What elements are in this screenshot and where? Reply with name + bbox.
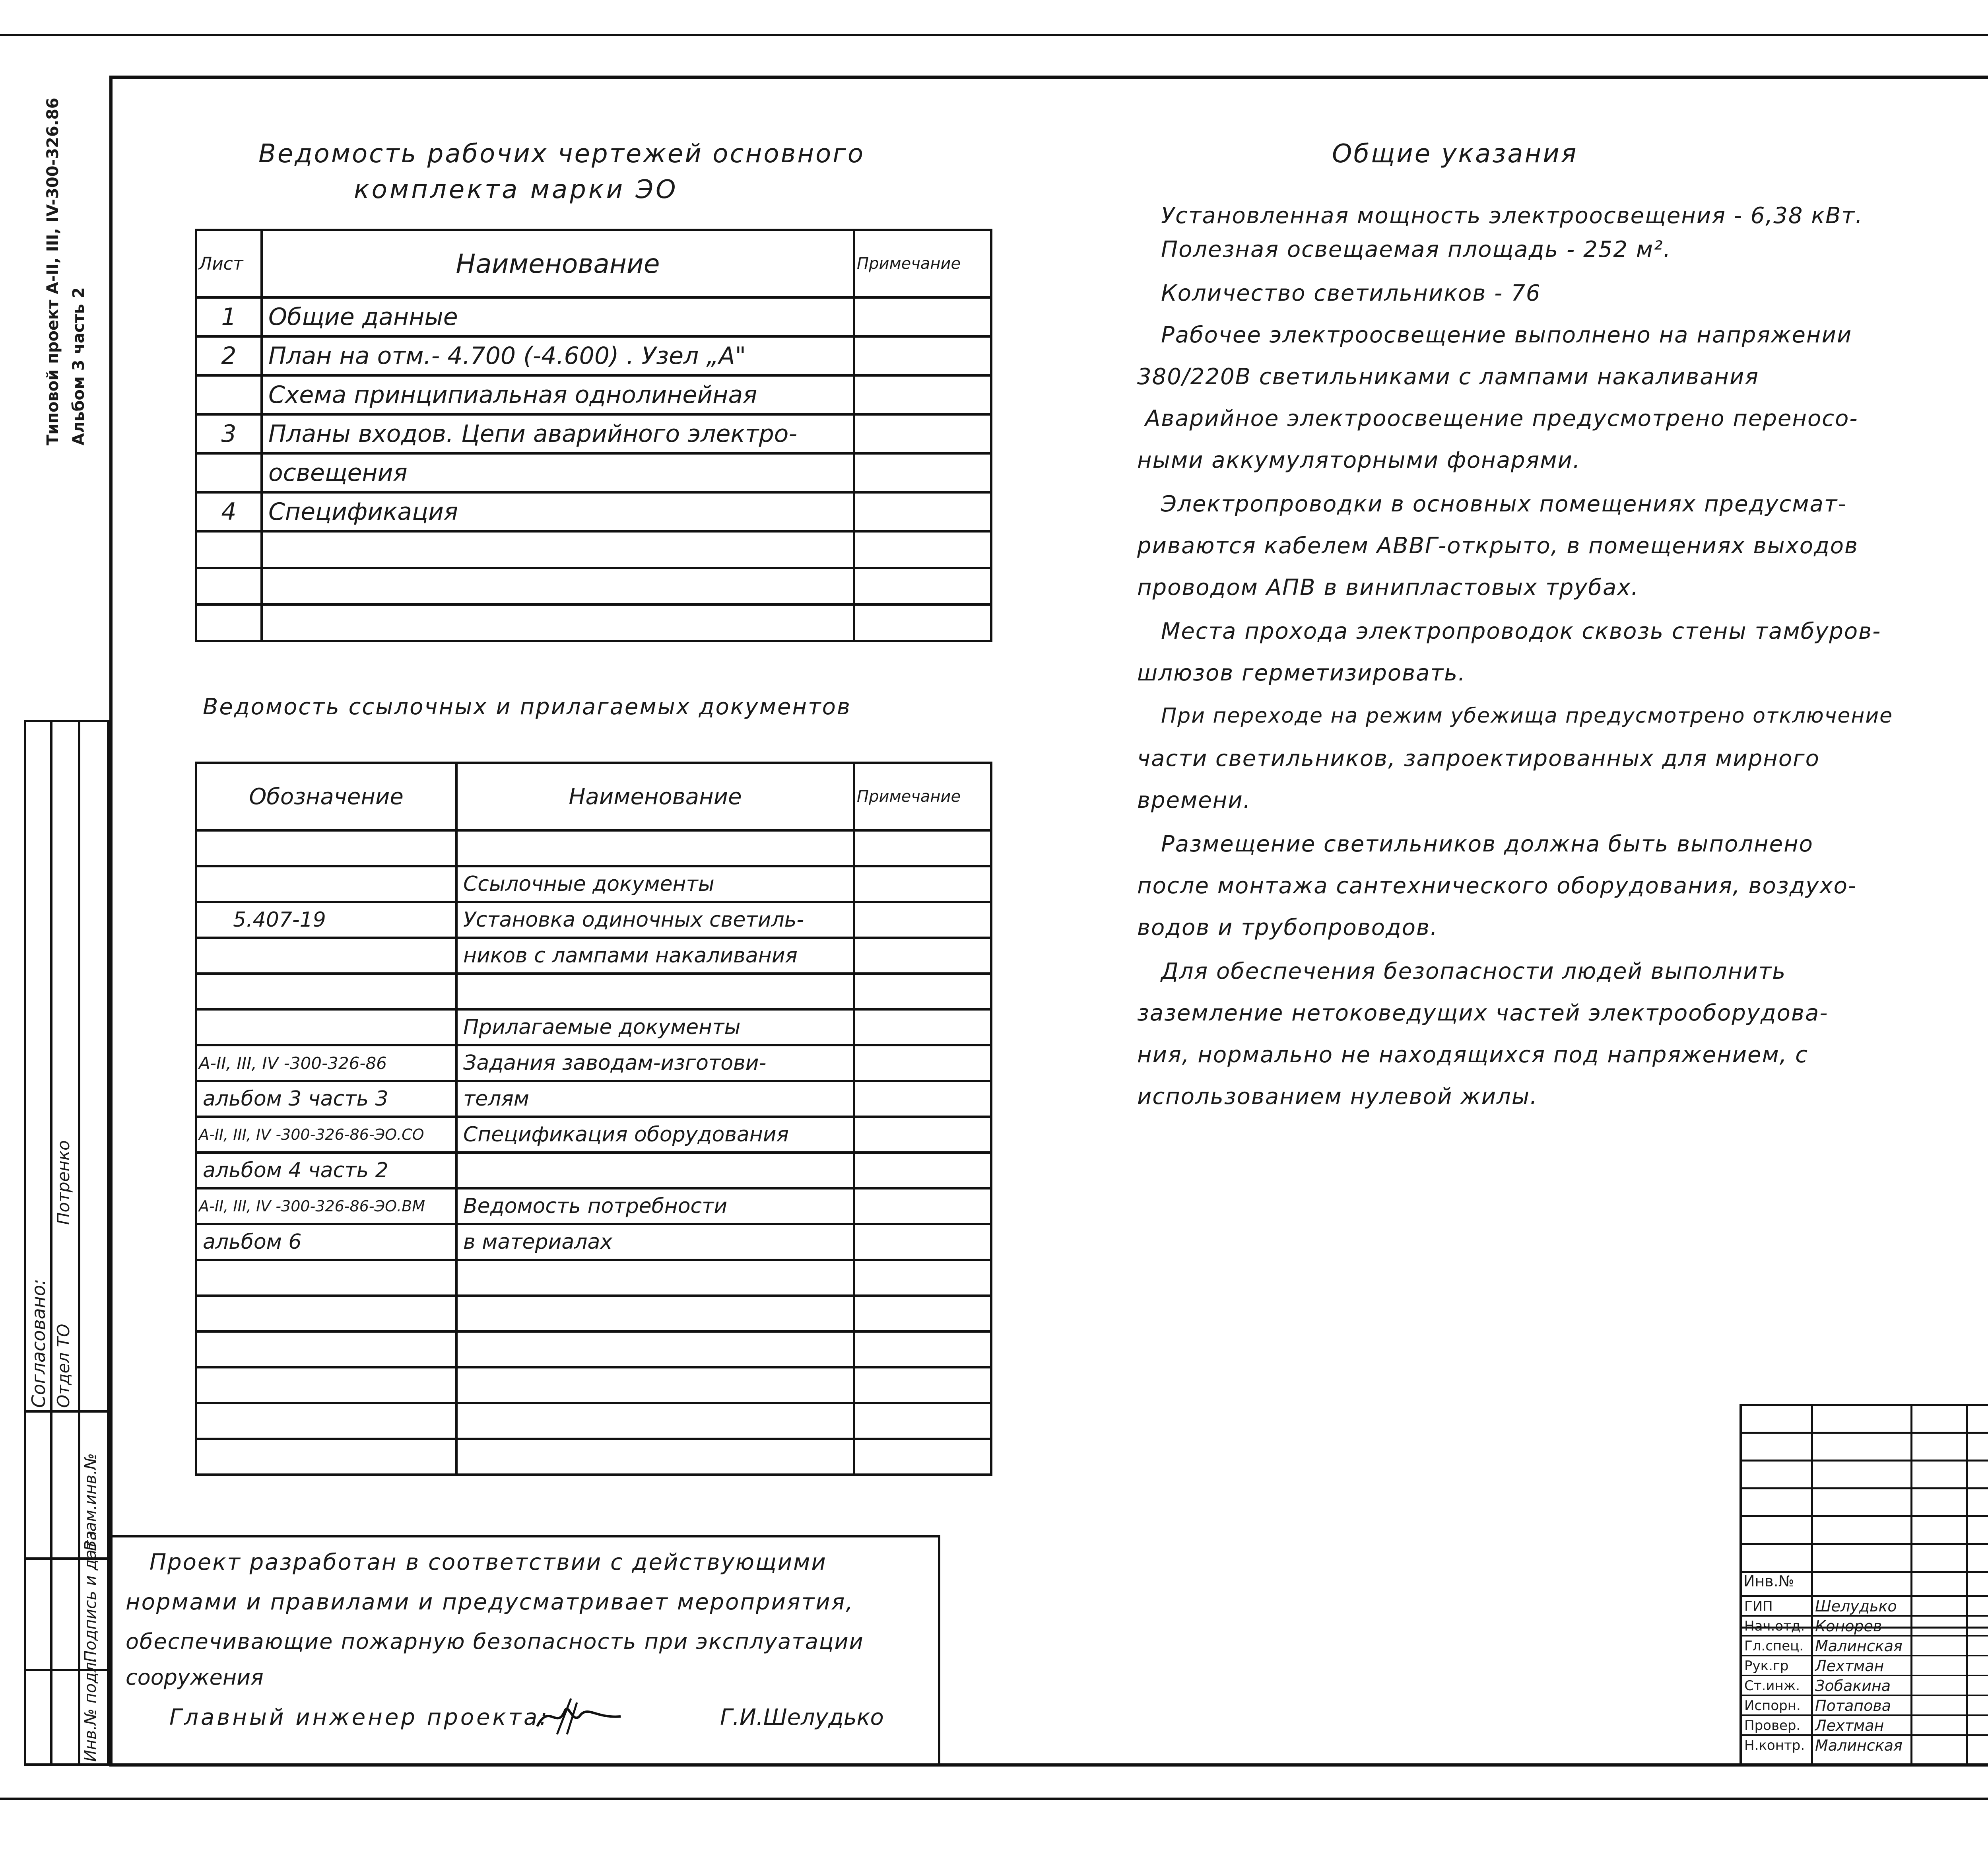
header-note: Примечание (854, 230, 991, 297)
note-line: после монтажа сантехнического оборудования, воздухо- (1137, 873, 1857, 899)
row-code (196, 1367, 456, 1403)
row-name: в материалах (456, 1224, 854, 1260)
row-code (196, 1009, 456, 1045)
row-code (196, 866, 456, 902)
table-row (196, 414, 991, 453)
row-sheet: 4 (196, 492, 262, 531)
row-name (262, 604, 854, 641)
tb-hline (1740, 1487, 1988, 1489)
header-name: Наименование (262, 230, 854, 297)
note-line: части светильников, запроектированных для мирного (1137, 746, 1820, 772)
row-code (196, 1439, 456, 1475)
compliance-line: обеспечивающие пожарную безопасность при эксплуатации (126, 1629, 864, 1654)
table-row (196, 1224, 991, 1260)
album-side-label (70, 287, 88, 445)
row-name: Планы входов. Цепи аварийного электро- (262, 414, 854, 453)
note-line: проводом АПВ в винипластовых трубах. (1137, 575, 1639, 601)
row-name: освещения (262, 453, 854, 492)
row-code (196, 1331, 456, 1367)
row-note (854, 297, 991, 336)
row-name (456, 1367, 854, 1403)
inv-orig-label (82, 1657, 100, 1762)
row-note (854, 568, 991, 604)
top-border-line (0, 34, 1988, 36)
row-name: Спецификация оборудования (456, 1117, 854, 1153)
staff-role: Гл.спец. (1744, 1638, 1804, 1654)
staff-table (1740, 1597, 1988, 1767)
staff-name: Зобакина (1815, 1677, 1891, 1695)
row-note (854, 1081, 991, 1117)
row-code (196, 938, 456, 974)
row-note (854, 1367, 991, 1403)
ref-docs-table (195, 762, 992, 1476)
agreed-name-text: Потренко (54, 1140, 73, 1225)
table-row (196, 1153, 991, 1188)
note-line: Электропроводки в основных помещениях предусмат- (1161, 491, 1847, 517)
note-line: Размещение светильников должна быть выполнено (1161, 831, 1813, 857)
staff-role: Нач.отд. (1744, 1618, 1805, 1634)
note-line: При переходе на режим убежища предусмотрено отключение (1161, 704, 1893, 728)
table-row (196, 492, 991, 531)
row-note (854, 531, 991, 568)
table-row (196, 1045, 991, 1081)
row-sheet (196, 604, 262, 641)
side-line2: Альбом 3 часть 2 (70, 287, 88, 445)
bottom-border-line (0, 1798, 1988, 1800)
agreed-text: Согласовано: (28, 1279, 49, 1408)
row-sheet: 2 (196, 336, 262, 375)
row-note (854, 492, 991, 531)
row-name (456, 1296, 854, 1331)
row-name (262, 568, 854, 604)
table-row (196, 297, 991, 336)
row-code: А-II, III, IV -300-326-86-ЭО.СО (196, 1117, 456, 1153)
table-row (196, 375, 991, 414)
note-line: заземление нетоковедущих частей электрооборудова- (1137, 1000, 1829, 1026)
note-line: времени. (1137, 787, 1251, 813)
table-row (196, 1331, 991, 1367)
chief-engineer-name: Г.И.Шелудько (720, 1705, 884, 1730)
row-note (854, 1296, 991, 1331)
table-row (196, 902, 991, 938)
table-row (196, 568, 991, 604)
staff-row (1740, 1636, 1988, 1656)
compliance-line: сооружения (126, 1665, 264, 1690)
header-sheet: Лист (196, 230, 262, 297)
row-code: альбом 4 часть 2 (196, 1153, 456, 1188)
strip-divider-2 (78, 722, 80, 1763)
row-code: альбом 3 часть 3 (196, 1081, 456, 1117)
ref-header-name: Наименование (456, 763, 854, 830)
note-line: Количество светильников - 76 (1161, 280, 1541, 306)
row-sheet (196, 375, 262, 414)
general-notes-title: Общие указания (1332, 139, 1578, 169)
row-sheet (196, 531, 262, 568)
row-code (196, 1403, 456, 1439)
table-row (196, 866, 991, 902)
row-note (854, 375, 991, 414)
chief-signature (533, 1695, 625, 1738)
row-name: Спецификация (262, 492, 854, 531)
drawings-list-title-1: Ведомость рабочих чертежей основного (258, 139, 865, 169)
row-note (854, 336, 991, 375)
staff-row (1740, 1597, 1988, 1617)
replace-inv-text: Взам.инв.№ (82, 1453, 100, 1551)
row-sheet: 1 (196, 297, 262, 336)
note-line: Для обеспечения безопасности людей выполнить (1161, 958, 1786, 984)
agreed-name (54, 1140, 73, 1225)
row-name (456, 1439, 854, 1475)
note-line: Установленная мощность электроосвещения - 6,38 кВт. (1161, 203, 1863, 229)
staff-row (1740, 1736, 1988, 1754)
sign-date-text: Подпись и дата (82, 1530, 100, 1662)
row-code: альбом 6 (196, 1224, 456, 1260)
strip-hline-1 (26, 1410, 107, 1413)
note-line: 380/220В светильниками с лампами накаливания (1137, 364, 1759, 390)
tb-hline (1740, 1432, 1988, 1434)
note-line: Рабочее электроосвещение выполнено на напряжении (1161, 322, 1852, 348)
note-line: Полезная освещаемая площадь - 252 м². (1161, 237, 1672, 262)
chief-engineer-label: Главный инженер проекта: (169, 1705, 550, 1730)
note-line: водов и трубопроводов. (1137, 915, 1438, 941)
table-row (196, 336, 991, 375)
ref-header-code: Обозначение (196, 763, 456, 830)
row-note (854, 902, 991, 938)
row-note (854, 604, 991, 641)
row-name (456, 974, 854, 1009)
note-line: ния, нормально не находящихся под напряжением, с (1137, 1042, 1809, 1068)
inv-orig-text: Инв.№ подл. (82, 1657, 100, 1762)
table-row (196, 938, 991, 974)
ref-docs-title: Ведомость ссылочных и прилагаемых документов (203, 694, 851, 720)
table-row (196, 1188, 991, 1224)
compliance-box (109, 1535, 940, 1767)
staff-name: Малинская (1815, 1737, 1903, 1754)
row-code (196, 830, 456, 866)
table-row (196, 1296, 991, 1331)
row-note (854, 866, 991, 902)
inv-no-label: Инв.№ (1743, 1572, 1794, 1590)
row-note (854, 974, 991, 1009)
note-line: использованием нулевой жилы. (1137, 1084, 1538, 1110)
row-name: ников с лампами накаливания (456, 938, 854, 974)
side-line1: Типовой проект А-II, III, IV-300-326.86 (44, 97, 62, 445)
compliance-line: Проект разработан в соответствии с действующими (149, 1549, 827, 1575)
row-note (854, 1188, 991, 1224)
drawings-list-table (195, 229, 992, 642)
row-note (854, 938, 991, 974)
staff-role: Испорн. (1744, 1698, 1801, 1714)
staff-name: Малинская (1815, 1637, 1903, 1655)
staff-name: Потапова (1815, 1697, 1891, 1714)
row-name: План на отм.- 4.700 (-4.600) . Узел „А" (262, 336, 854, 375)
drawings-header-row (196, 230, 991, 297)
ref-header-row (196, 763, 991, 830)
staff-row (1740, 1676, 1988, 1696)
drawings-list-title-2: комплекта марки ЭО (354, 175, 678, 204)
row-name: Ведомость потребности (456, 1188, 854, 1224)
row-code: А-II, III, IV -300-326-86 (196, 1045, 456, 1081)
tb-hline (1740, 1515, 1988, 1517)
staff-role: ГИП (1744, 1598, 1773, 1614)
table-row (196, 1117, 991, 1153)
row-name: Схема принципиальная однолинейная (262, 375, 854, 414)
staff-row (1740, 1617, 1988, 1636)
agreed-dept-text: Отдел ТО (54, 1324, 73, 1408)
tb-hline (1740, 1543, 1988, 1545)
row-name: Общие данные (262, 297, 854, 336)
staff-role: Провер. (1744, 1718, 1801, 1734)
row-name (456, 830, 854, 866)
row-note (854, 1224, 991, 1260)
row-code (196, 1260, 456, 1296)
staff-name: Лехтман (1815, 1717, 1884, 1734)
row-note (854, 1045, 991, 1081)
row-note (854, 1260, 991, 1296)
staff-role: Рук.гр (1744, 1658, 1789, 1674)
general-notes-body (1137, 203, 1988, 1157)
table-row (196, 1403, 991, 1439)
row-sheet (196, 568, 262, 604)
row-name: телям (456, 1081, 854, 1117)
row-note (854, 830, 991, 866)
staff-row (1740, 1716, 1988, 1736)
table-row (196, 830, 991, 866)
table-row (196, 1009, 991, 1045)
row-note (854, 1153, 991, 1188)
row-name (456, 1331, 854, 1367)
row-note (854, 1009, 991, 1045)
table-row (196, 453, 991, 492)
row-name: Установка одиночных светиль- (456, 902, 854, 938)
row-note (854, 1403, 991, 1439)
agreed-label (28, 1279, 49, 1408)
table-row (196, 604, 991, 641)
ref-header-note: Примечание (854, 763, 991, 830)
row-code (196, 974, 456, 1009)
strip-divider-1 (50, 722, 52, 1763)
row-note (854, 453, 991, 492)
row-note (854, 1439, 991, 1475)
row-note (854, 1117, 991, 1153)
staff-role: Н.контр. (1744, 1738, 1805, 1753)
tb-hline (1740, 1460, 1988, 1462)
staff-name: Лехтман (1815, 1657, 1884, 1675)
staff-name: Шелудько (1815, 1598, 1897, 1615)
row-name (456, 1260, 854, 1296)
row-note (854, 414, 991, 453)
row-sheet (196, 453, 262, 492)
row-sheet: 3 (196, 414, 262, 453)
row-name: Ссылочные документы (456, 866, 854, 902)
row-note (854, 1331, 991, 1367)
note-line: Места прохода электропроводок сквозь стены тамбуров- (1161, 618, 1881, 644)
table-row (196, 1081, 991, 1117)
staff-role: Ст.инж. (1744, 1678, 1800, 1694)
row-name: Прилагаемые документы (456, 1009, 854, 1045)
table-row (196, 974, 991, 1009)
note-line: ными аккумуляторными фонарями. (1137, 447, 1581, 473)
table-row (196, 1260, 991, 1296)
note-line: шлюзов герметизировать. (1137, 660, 1466, 686)
agreed-dept (54, 1324, 73, 1408)
table-row (196, 531, 991, 568)
row-name: Задания заводам-изготови- (456, 1045, 854, 1081)
note-line: риваются кабелем АВВГ-открыто, в помещениях выходов (1137, 533, 1859, 559)
staff-row (1740, 1656, 1988, 1676)
staff-row (1740, 1696, 1988, 1716)
compliance-line: нормами и правилами и предусматривает мероприятия, (126, 1589, 854, 1615)
staff-name: Конорев (1815, 1617, 1882, 1635)
project-side-label (44, 97, 62, 445)
row-name (262, 531, 854, 568)
row-name (456, 1153, 854, 1188)
table-row (196, 1367, 991, 1403)
title-block (1740, 1404, 1988, 1767)
sign-date-label (82, 1531, 100, 1662)
note-line: Аварийное электроосвещение предусмотрено переносо- (1145, 406, 1858, 431)
row-name (456, 1403, 854, 1439)
row-code: 5.407-19 (196, 902, 456, 938)
row-code: А-II, III, IV -300-326-86-ЭО.ВМ (196, 1188, 456, 1224)
row-code (196, 1296, 456, 1331)
table-row (196, 1439, 991, 1475)
